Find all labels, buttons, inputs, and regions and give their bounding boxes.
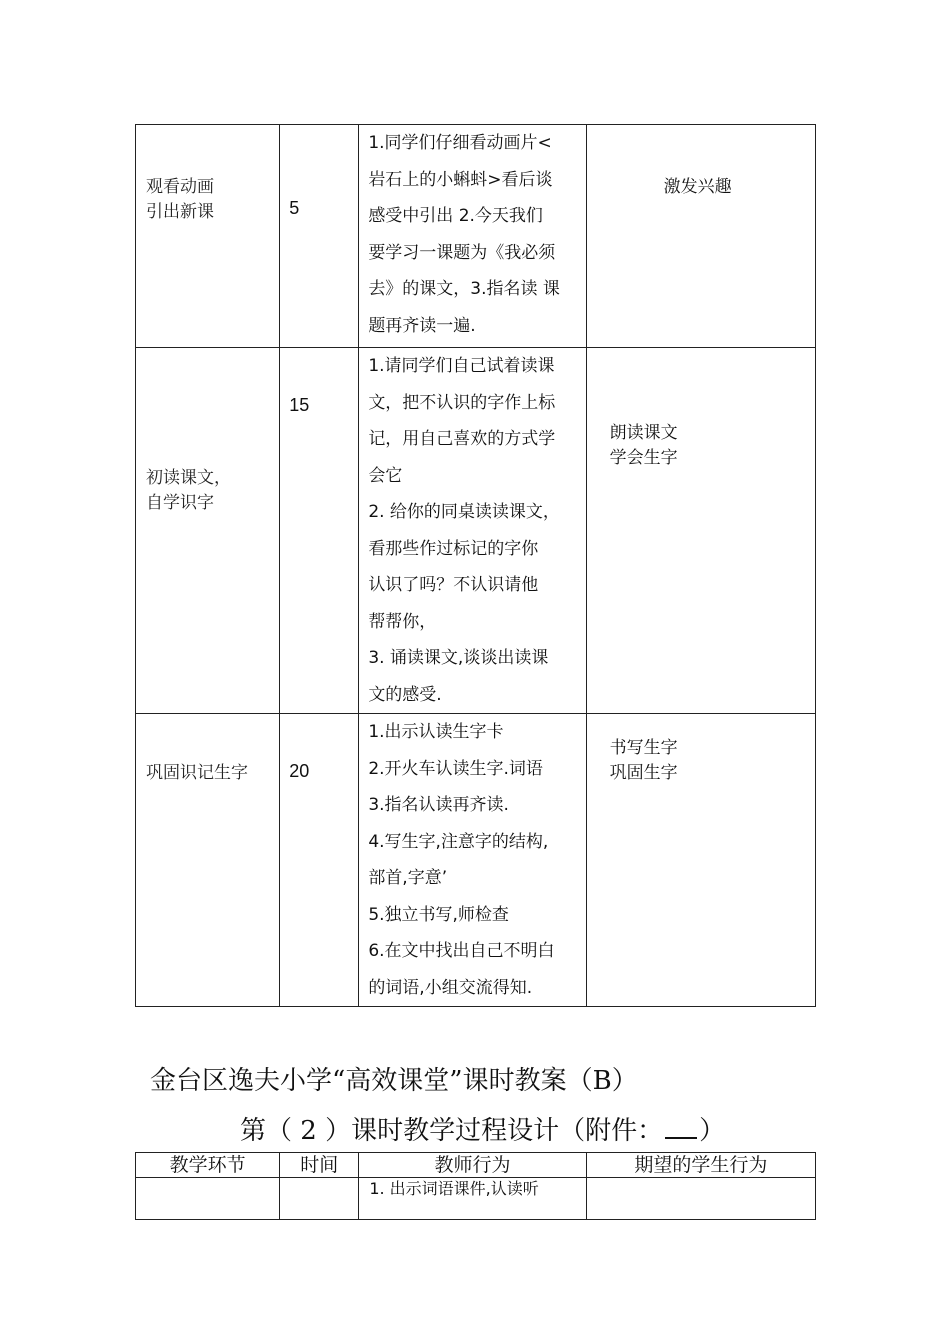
expect-cell	[586, 1178, 815, 1220]
table-row	[136, 714, 816, 1007]
time-cell	[280, 125, 359, 348]
teacher-steps-cell	[359, 714, 586, 1007]
time-cell	[280, 1178, 359, 1220]
step-line: 2.开火车认读生字.词语	[368, 758, 543, 779]
lesson-table	[135, 124, 816, 1007]
step-line: 1.出示认读生字卡	[368, 722, 504, 742]
time-value: 20	[289, 761, 310, 781]
stage-cell	[136, 348, 280, 714]
expect-line: 巩固生字	[609, 763, 678, 783]
section-subtitle	[240, 1110, 725, 1147]
table-row	[136, 125, 816, 348]
step-line: 6.在文中找出自己不明白	[368, 941, 555, 961]
step-line: 3. 诵读课文,谈谈出读课	[368, 648, 549, 668]
step-line: 1. 出示词语课件,认读听	[369, 1179, 539, 1198]
stage-line: 初读课文，	[146, 468, 231, 488]
step-line: 的词语,小组交流得知.	[368, 977, 533, 998]
step-line: 3.指名认读再齐读.	[368, 795, 509, 815]
step-line: 会它	[368, 465, 403, 486]
time-cell	[280, 348, 359, 714]
table-row	[136, 348, 816, 714]
step-line: 要学习一课题为《我必须	[368, 242, 556, 263]
step-line: 帮帮你，	[368, 611, 437, 632]
expect-line: 书写生字	[609, 738, 678, 758]
time-value: 5	[289, 198, 300, 218]
subtitle-prefix: 第（ 2 ）课时教学过程设计（附件：	[240, 1116, 664, 1146]
stage-line: 自学识字	[146, 493, 214, 513]
step-line: 1.同学们仔细看动画片<	[368, 133, 552, 153]
step-line: 文的感受.	[368, 684, 442, 705]
header-student: 期望的学生行为	[586, 1153, 815, 1178]
lesson-plan-title: 金台区逸夫小学“高效课堂”课时教案（B）	[150, 1066, 638, 1096]
header-stage: 教学环节	[136, 1153, 280, 1178]
step-line: 看那些作过标记的字你	[368, 538, 539, 559]
time-cell	[280, 714, 359, 1007]
teacher-steps-cell	[359, 125, 586, 348]
expect-line: 朗读课文	[609, 423, 678, 443]
process-design-table	[135, 1152, 816, 1220]
stage-line: 巩固识记生字	[146, 763, 248, 783]
time-value: 15	[289, 395, 310, 415]
expect-cell	[586, 348, 815, 714]
step-line: 1.请同学们自己试着读课	[368, 356, 555, 376]
stage-cell	[136, 125, 280, 348]
step-line: 记，用自己喜欢的方式学	[368, 429, 556, 449]
step-line: 感受中引出 2.今天我们	[368, 206, 543, 226]
stage-line: 引出新课	[146, 202, 214, 222]
step-line: 题再齐读一遍.	[368, 315, 476, 336]
header-teacher: 教师行为	[359, 1153, 586, 1178]
stage-cell	[136, 1178, 280, 1220]
subtitle-suffix: ）	[699, 1116, 726, 1146]
expect-cell	[586, 714, 815, 1007]
step-line: 认识了吗？不认识请他	[368, 575, 539, 595]
expect-line: 激发兴趣	[663, 177, 732, 197]
step-line: 岩石上的小蝌蚪>看后谈	[368, 169, 553, 190]
expect-cell	[586, 125, 815, 348]
step-line: 4.写生字,注意字的结构,	[368, 831, 549, 852]
table-row	[136, 1178, 816, 1220]
stage-line: 观看动画	[146, 177, 214, 197]
table-header-row	[136, 1153, 816, 1178]
step-line: 部首,字意’	[368, 868, 448, 888]
teacher-steps-cell	[359, 1178, 586, 1220]
step-line: 5.独立书写,师检查	[368, 904, 509, 925]
attachment-blank	[665, 1115, 697, 1139]
header-time: 时间	[280, 1153, 359, 1178]
step-line: 去》的课文，3.指名读 课	[368, 279, 560, 299]
expect-line: 学会生字	[609, 448, 678, 468]
step-line: 2. 给你的同桌读读课文，	[368, 502, 560, 522]
stage-cell	[136, 714, 280, 1007]
teacher-steps-cell	[359, 348, 586, 714]
step-line: 文，把不认识的字作上标	[368, 392, 556, 413]
